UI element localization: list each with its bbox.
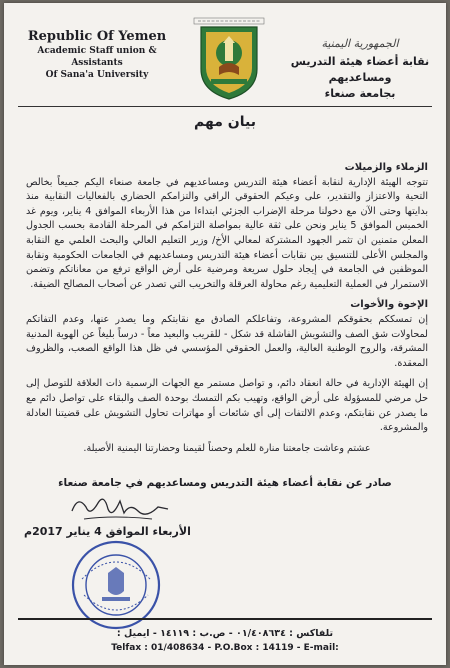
header-divider [18,106,432,107]
header-country: Republic Of Yemen [27,29,167,44]
body-paragraph: تتوجه الهيئة الإدارية لنقابة أعضاء هيئة التدريس ومساعديهم في جامعة صنعاء اليكم جميعاً بخالص التحية والاعتزاز والتقدير، على وعيكم الحقوقي الراقي والتزامكم الحضاري بالفعاليات النقابية منذ بدايتها وحتى الآن مع دخولنا مرحلة الإضراب الجزئي ابتداءا من هذا الأربعاء الموافق 4 يناير، ويوم غد الخميس الموافق 5 يناير ونحن على ثقة عالية بمواصلة التزامكم في المرحلة القادمة بحسب الجدول المعلن متمنين ان تثمر الجهود المشتركة لمعالي الأخ/ وزير التعليم العالي والبحث العلمي مع النقابة والمجلس الأعلى للتنسيق بين نقابات أعضاء هيئة التدريس ومساعديهم في الجامعات الحكومية ونقابة الموظفين في الجامعة في إيجاد حلول سريعة ومرضية على أرض الواقع ترفع من معاناتكم وتضمن الاستمرار في العملية التعليمية رغم محاولة العرقلة والتخريب التي تصدر عن أصحاب المصالح الضيقة. [26,176,429,290]
footer-contact-arabic: تلفاكس : ٠١/٤٠٨٦٣٤ - ص.ب : ١٤١١٩ - ايميل : [116,628,334,639]
body-paragraph: عشتم وعاشت جامعتنا منارة للعلم وحصناً لقيمنا وحضارتنا اليمنية الأصيلة. [83,442,371,454]
header-university-arabic: بجامعة صنعاء [324,87,396,100]
body-paragraph: إن تمسككم بحقوقكم المشروعة، وتفاعلكم الصادق مع نقابتكم وما يصدر عنها، وعدم التفاتكم لمحاولات شق الصف والتشويش الفاشلة قد شكل - للقريب والبعيد معاً - درساً بليغاً عن الهوية المدنية المشرقة، والروح الوطنية العالية، والعمل الحقوقي المؤسسي في ظل هذا الواقع الصعب، والظروف المعقدة. [26,313,428,369]
header-country-arabic: الجمهورية اليمنية [321,37,399,50]
statement-body [26,161,428,456]
arabic-header [290,37,430,101]
body-paragraph: إن الهيئة الإدارية في حالة انعقاد دائم، و تواصل مستمر مع الجهات الرسمية ذات العلاقة للتوصل إلى حل مرضي للمسؤولة على أرض الواقع، وتهيب بكم التمسك بوحدة الصف والبقاء على تواصل دائم مع ما يصدر عن نقابتكم، وعدم الالتفات إلى أي شائعات أو مهاترات تحاول التشويش على قضيتنا العادلة والمشروعة. [26,378,428,434]
footer-contact-english: Telfax : 01/408634 - P.O.Box : 14119 - E-mail: [111,643,339,653]
document-page [4,3,446,665]
signature [64,489,174,527]
header-university: Of Sana'a University [45,70,149,80]
university-logo [197,23,261,101]
header-union: Academic Staff union & Assistants [37,46,157,68]
statement-title: بيان مهم [194,114,256,130]
footer-divider [18,618,432,620]
issuer-line: صادر عن نقابة أعضاء هيئة التدريس ومساعديهم في جامعة صنعاء [58,477,392,489]
english-header [22,29,172,81]
section-heading: الإخوة والأخوات [350,299,428,311]
section-heading: الزملاء والزميلات [344,162,428,173]
issue-date: الأربعاء الموافق 4 يناير 2017م [24,525,191,538]
header-union-arabic: نقابة أعضاء هيئة التدريس ومساعديهم [290,55,430,84]
